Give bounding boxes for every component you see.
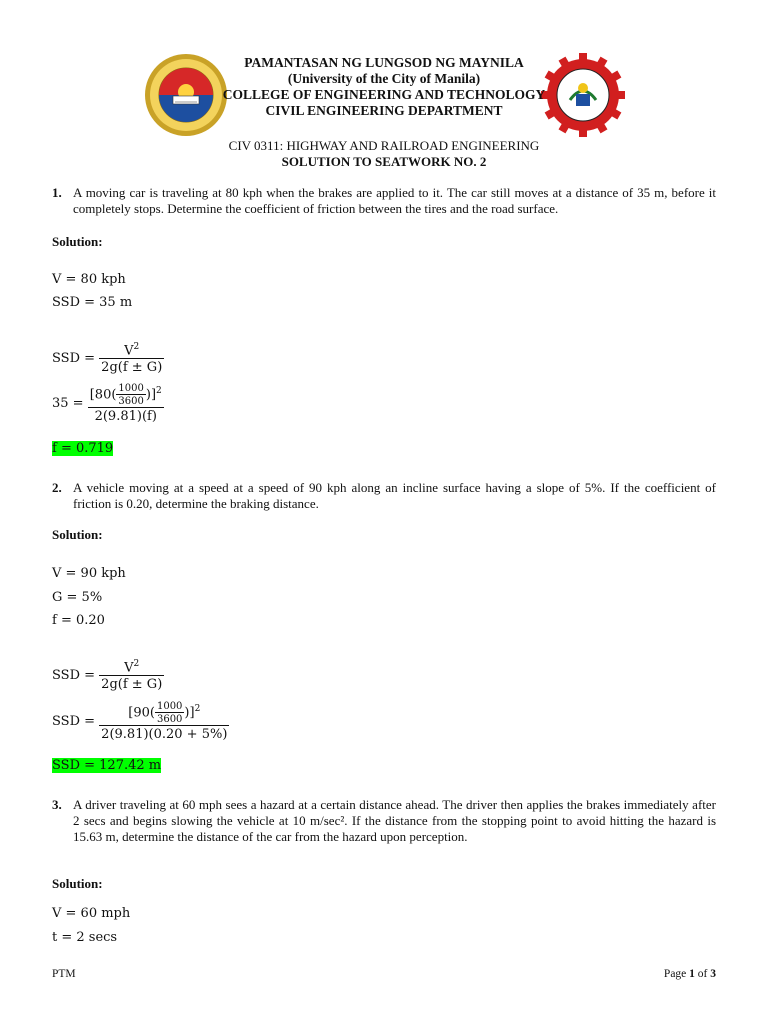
ssd-formula: [52, 342, 164, 375]
exponent: 2: [133, 659, 140, 669]
university-name: PAMANTASAN NG LUNGSOD NG MAYNILA: [244, 55, 524, 70]
answer-1: [52, 441, 113, 456]
page-number: 1: [689, 968, 695, 980]
formula-denominator: 2g(f ± G): [101, 677, 163, 693]
department-name: CIVIL ENGINEERING DEPARTMENT: [265, 103, 503, 118]
given-value: f = 0.20: [52, 613, 105, 628]
given-value: V = 80 kph: [52, 272, 126, 287]
speed-value: 90: [133, 705, 150, 721]
problem-text: A vehicle moving at a speed at a speed of 90 kph along an incline surface having a slope of 5%. If the coefficient of friction is 0.20, determine the braking distance.: [73, 480, 716, 511]
exponent: 2: [194, 704, 201, 715]
velocity-symbol: V: [124, 343, 134, 359]
footer-initials: PTM: [52, 968, 76, 980]
ssd-formula: [52, 659, 164, 692]
formula-lhs: 35 =: [52, 396, 84, 411]
solution-label: Solution:: [52, 234, 103, 249]
problem-1: [52, 185, 716, 217]
formula-fraction: [80( $\frac{1000}{3600}$ )]$^2$ 2(9.81)(f): [89, 383, 162, 424]
velocity-symbol: V: [124, 660, 134, 676]
course-heading: [0, 138, 768, 170]
problem-number: 3.: [52, 797, 62, 812]
problem-number: 2.: [52, 480, 62, 495]
formula-lhs: SSD =: [52, 351, 96, 367]
given-value: t = 2 secs: [52, 930, 118, 945]
problem-text: A moving car is traveling at 80 kph when the brakes are applied to it. The car still moves at a distance of 35 m, before it completely stops. Determine the coefficient of friction between the tires and the road surface.: [73, 185, 716, 216]
substituted-formula: [52, 383, 164, 424]
given-value: G = 5%: [52, 590, 103, 605]
formula-lhs: SSD =: [52, 714, 96, 729]
page-total: 3: [710, 968, 716, 980]
course-code: CIV 0311: HIGHWAY AND RAILROAD ENGINEERING: [228, 138, 540, 153]
formula-denominator: 2g(f ± G): [101, 360, 163, 376]
page-indicator: Page 1 of 3: [663, 968, 716, 980]
highlighted-answer: SSD = 127.42 m: [52, 758, 162, 773]
problem-text: A driver traveling at 60 mph sees a hazard at a certain distance ahead. The driver then applies the brakes immediately after 2 secs and begins slowing the vehicle at 10 m/sec². If the distance from the stopping point to avoid hitting the hazard is 15.63 m, determine the distance of the car from the hazard upon perception.: [73, 797, 716, 844]
speed-value: 80: [94, 387, 112, 403]
college-name: COLLEGE OF ENGINEERING AND TECHNOLOGY: [222, 87, 546, 102]
highlighted-answer: f = 0.719: [52, 441, 114, 456]
formula-fraction: [99, 342, 164, 375]
answer-2: [52, 758, 161, 773]
solution-label: Solution:: [52, 527, 103, 542]
solution-label: Solution:: [52, 876, 103, 891]
given-value: SSD = 35 m: [52, 295, 133, 310]
problem-number: 1.: [52, 185, 62, 200]
formula-lhs: SSD =: [52, 668, 96, 684]
substituted-formula: [52, 701, 229, 742]
formula-fraction: [99, 659, 164, 692]
document-title: SOLUTION TO SEATWORK NO. 2: [281, 154, 487, 169]
formula-denominator: 2(9.81)(0.20 + 5%): [101, 727, 228, 742]
university-english-name: (University of the City of Manila): [287, 71, 481, 86]
formula-fraction: [90( $\frac{1000}{3600}$ )]$^2$ 2(9.81)(0.20 + 5%): [101, 701, 228, 742]
problem-3: [52, 797, 716, 845]
formula-denominator: 2(9.81)(f): [88, 407, 164, 424]
conversion-fraction: $\frac{1000}{3600}$: [118, 383, 144, 407]
conversion-fraction: $\frac{1000}{3600}$: [156, 701, 183, 725]
letterhead: [0, 55, 768, 119]
problem-2: [52, 480, 716, 512]
exponent: 2: [156, 386, 162, 397]
given-value: V = 60 mph: [52, 906, 131, 921]
given-value: V = 90 kph: [52, 566, 126, 581]
exponent: 2: [133, 342, 140, 352]
